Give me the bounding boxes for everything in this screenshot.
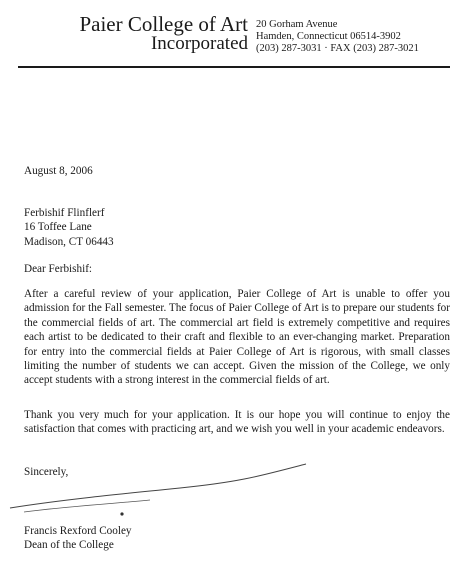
recipient-street: 16 Toffee Lane [24,221,92,234]
salutation: Dear Ferbishif: [24,263,93,275]
recipient-city: Madison, CT 06443 [24,235,114,248]
signature-block [24,524,132,553]
body-paragraph-1: After a careful review of your application, Paier College of Art is unable to offer you admission for the Fall semester. The focus of Paier College of Art is to prepare our students for the commercial fields of art. The commercial art field is extremely competitive and requires each artist to be dedicated to their craft and flexible to an ever-changing market. Preparation for entry into the commercial fields at Paier College of Art is rigorous, with small classes limiting the number of students we can accept. Given the mission of the College, we only accept students with a strong interest in the commercial fields of art. [24,288,450,387]
closing: Sincerely, [24,466,69,478]
address-phone-fax: (203) 287-3031 · FAX (203) 287-3021 [256,43,419,54]
letterhead-address [256,19,456,55]
signer-title: Dean of the College [24,539,114,552]
college-name-line2: Incorporated [150,33,248,54]
signature-scribble [0,454,457,534]
college-name-line1: Paier College of Art [79,12,248,36]
letter-date: August 8, 2006 [24,165,93,177]
college-name [50,14,248,54]
recipient-address [24,206,114,249]
body-paragraph-2: Thank you very much for your application. It is our hope you will continue to enjoy the satisfaction that comes with practicing art, and we wish you well in your academic endeavors. [24,409,450,436]
letterhead-rule [18,66,450,68]
signer-name: Francis Rexford Cooley [24,525,132,537]
address-street: 20 Gorham Avenue [256,19,338,30]
recipient-name: Ferbishif Flinflerf [24,207,105,219]
address-city: Hamden, Connecticut 06514-3902 [256,31,401,42]
